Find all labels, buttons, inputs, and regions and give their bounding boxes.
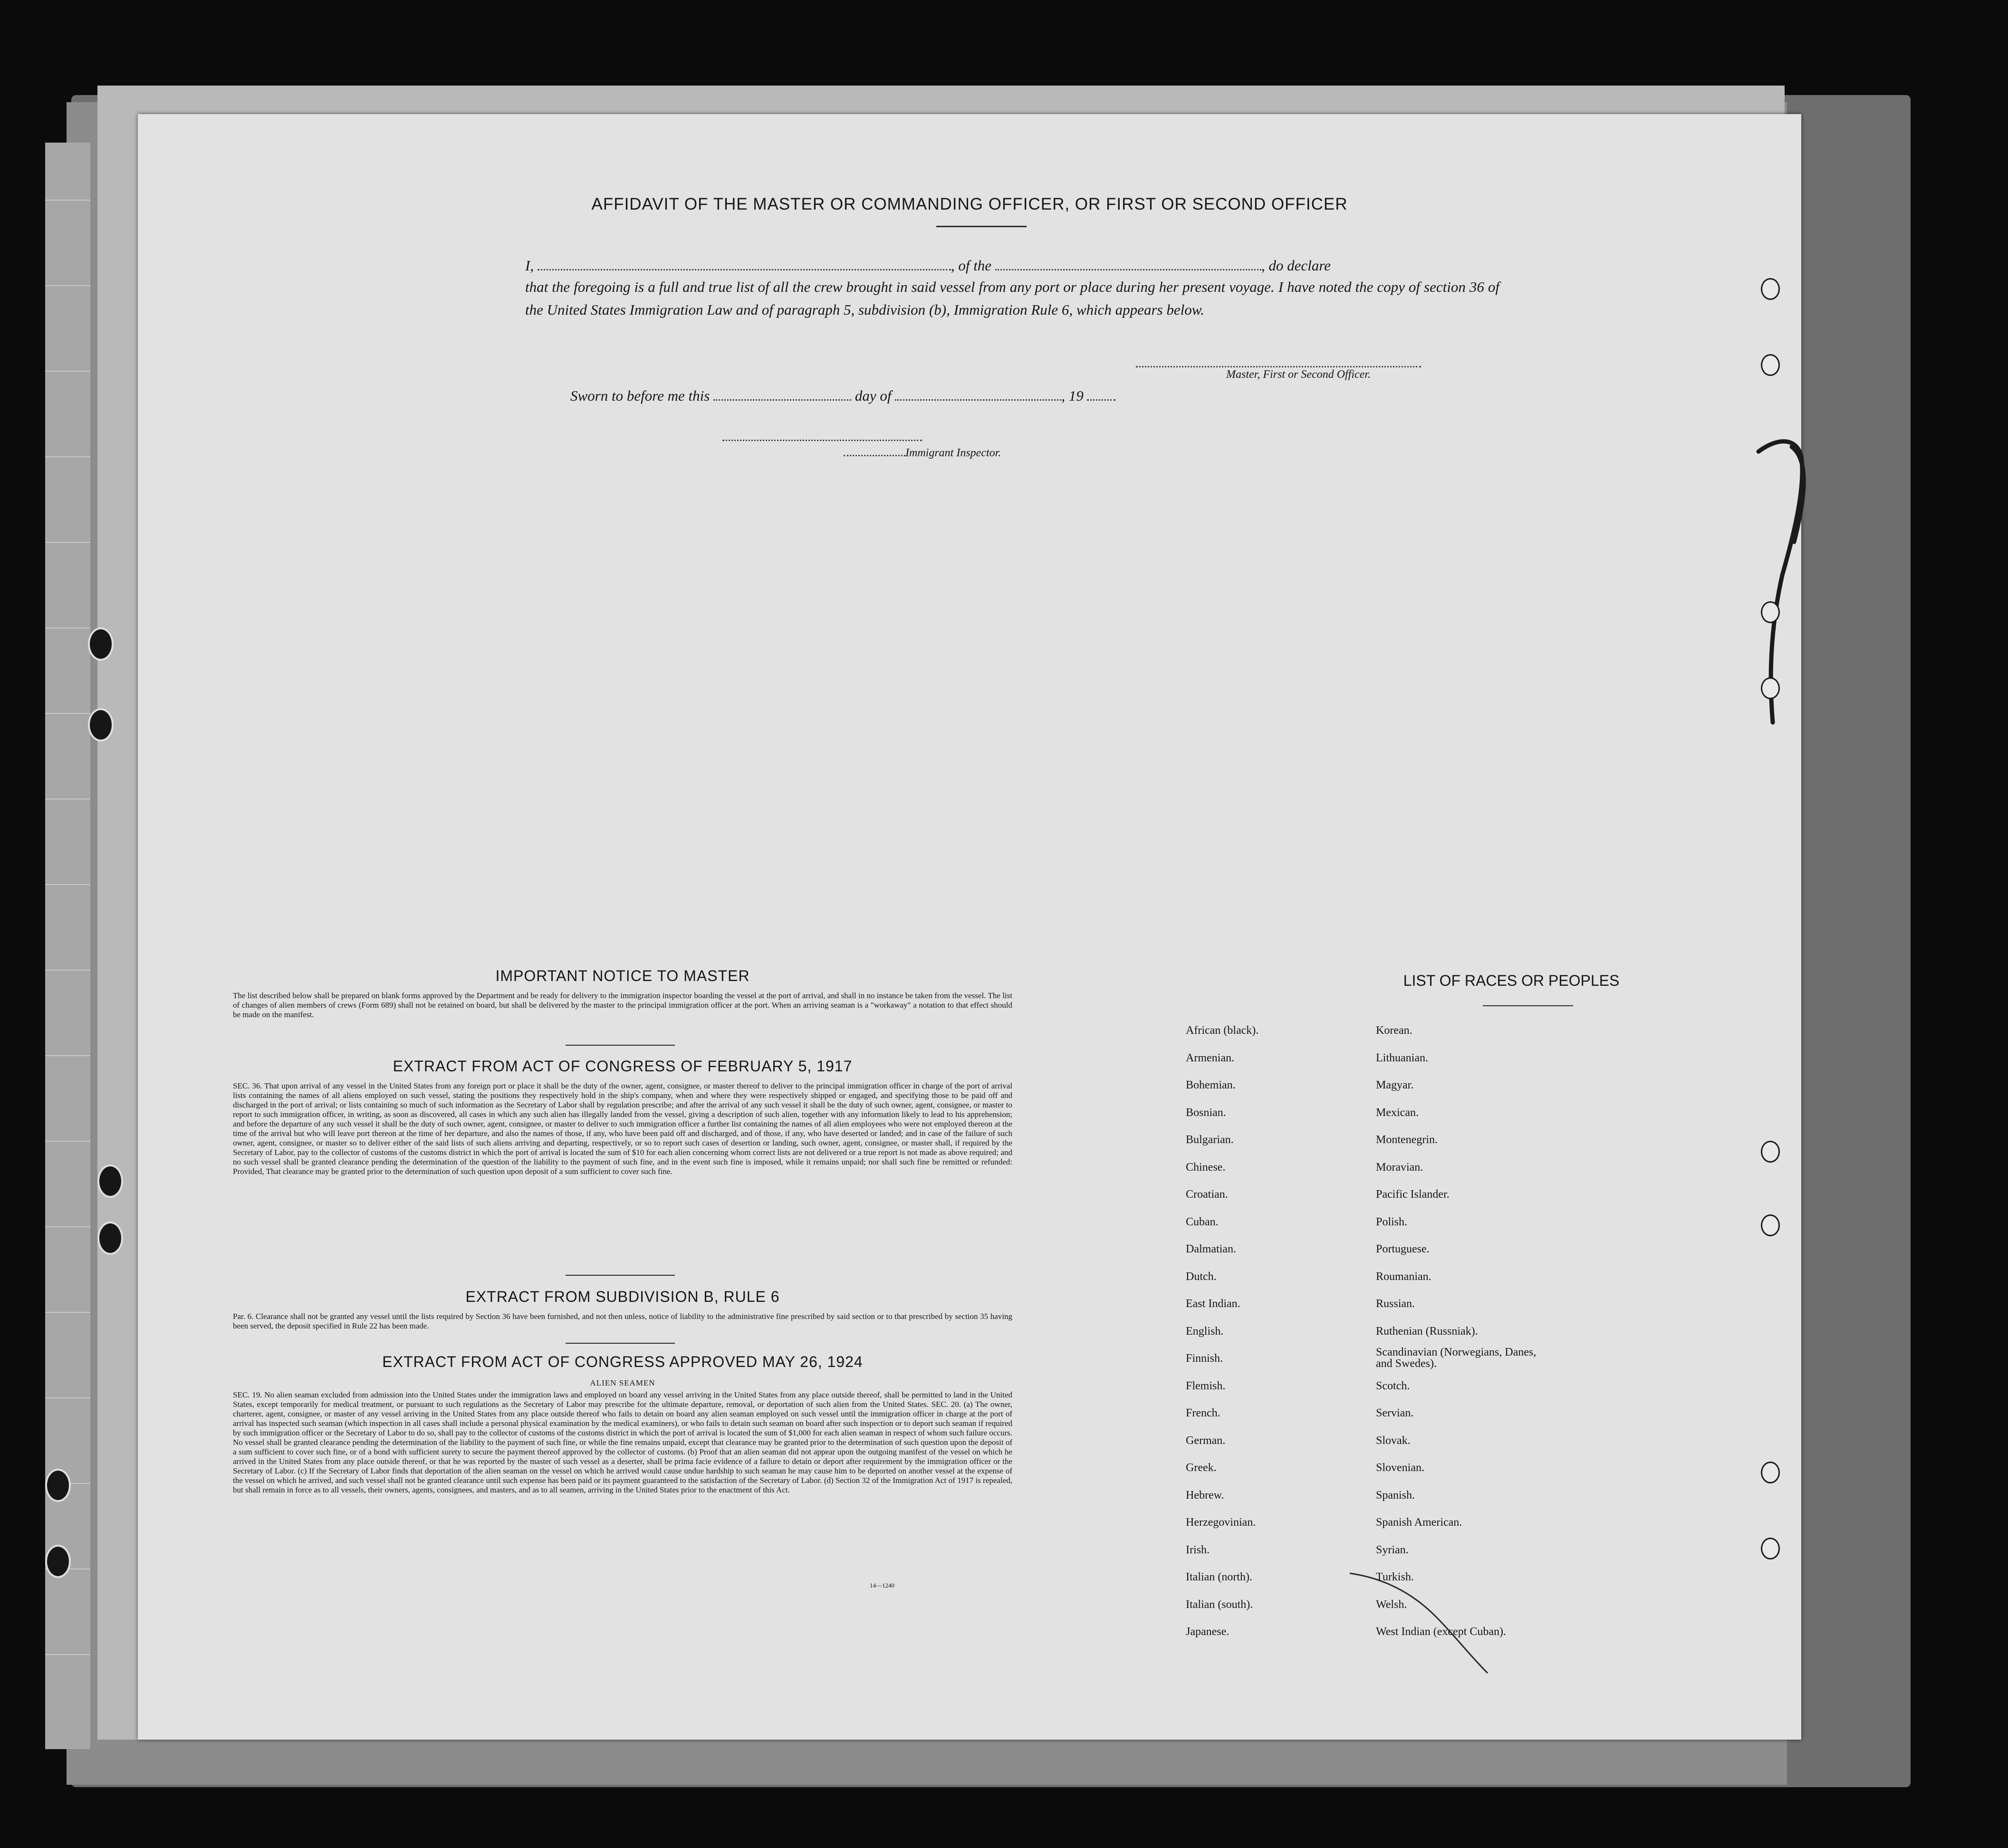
binder-hole bbox=[88, 708, 114, 741]
divider bbox=[1483, 1005, 1573, 1006]
race-item: Herzegovinian. bbox=[1186, 1516, 1256, 1529]
race-item: Roumanian. bbox=[1376, 1270, 1432, 1283]
inspector-signature-line[interactable] bbox=[722, 440, 922, 441]
extract-rule6-body: Par. 6. Clearance shall not be granted any vessel until the lists required by Section 36 have been furnished, and not then unless, notice of liability to the administrative fine prescribed by said section or to that prescribed by section 35 having been served, the deposit specified in Rule 22 has been made. bbox=[233, 1312, 1012, 1330]
race-item: Japanese. bbox=[1186, 1626, 1230, 1638]
race-item: Flemish. bbox=[1186, 1379, 1226, 1392]
race-item: Hebrew. bbox=[1186, 1489, 1224, 1502]
declaration-line bbox=[525, 254, 1499, 277]
race-item: West Indian (except Cuban). bbox=[1376, 1626, 1506, 1638]
punch-hole bbox=[1761, 1462, 1780, 1483]
divider bbox=[566, 1343, 675, 1344]
race-item: Chinese. bbox=[1186, 1161, 1226, 1174]
declaration-text: I, bbox=[525, 257, 534, 274]
race-item: Montenegrin. bbox=[1376, 1134, 1438, 1146]
punch-hole bbox=[1761, 1214, 1780, 1236]
race-item: Bulgarian. bbox=[1186, 1134, 1234, 1146]
form-number: 14—1240 bbox=[870, 1582, 894, 1589]
race-item: Finnish. bbox=[1186, 1352, 1223, 1365]
race-item: Bosnian. bbox=[1186, 1106, 1226, 1119]
race-item: Russian. bbox=[1376, 1298, 1415, 1310]
name-field[interactable] bbox=[538, 260, 951, 270]
race-item: Irish. bbox=[1186, 1543, 1210, 1556]
punch-hole bbox=[1761, 1141, 1780, 1163]
pencil-mark bbox=[1744, 418, 1820, 751]
race-item: Magyar. bbox=[1376, 1079, 1414, 1091]
punch-hole bbox=[1761, 354, 1780, 376]
divider bbox=[566, 1045, 675, 1046]
extract-1924-subtitle: ALIEN SEAMEN bbox=[590, 1378, 655, 1387]
declaration-text: , do declare bbox=[1261, 257, 1331, 274]
race-item: East Indian. bbox=[1186, 1298, 1240, 1310]
pencil-mark bbox=[1345, 1564, 1497, 1678]
inspector-label bbox=[844, 447, 1001, 460]
race-item: Lithuanian. bbox=[1376, 1051, 1428, 1064]
race-item: Greek. bbox=[1186, 1462, 1217, 1474]
form-page bbox=[138, 114, 1801, 1740]
year-field[interactable] bbox=[1087, 390, 1115, 401]
race-item: French. bbox=[1186, 1407, 1220, 1419]
race-item: Turkish. bbox=[1376, 1571, 1414, 1583]
race-item: Mexican. bbox=[1376, 1106, 1419, 1119]
punch-hole bbox=[1761, 677, 1780, 699]
race-item: Bohemian. bbox=[1186, 1079, 1236, 1091]
extract-1924-title: EXTRACT FROM ACT OF CONGRESS APPROVED MAY 26, 1924 bbox=[382, 1353, 863, 1370]
race-item: Cuban. bbox=[1186, 1215, 1219, 1228]
race-item: Syrian. bbox=[1376, 1543, 1409, 1556]
race-item: German. bbox=[1186, 1434, 1226, 1447]
extract-rule6-title: EXTRACT FROM SUBDIVISION B, RULE 6 bbox=[465, 1288, 780, 1305]
notice-body: The list described below shall be prepared on blank forms approved by the Department and be ready for delivery to the immigration inspector boarding the vessel at the port of arrival, and shall in no instance be taken from the vessel. The list of changes of alien members of crews (Form 689) shall not be retained on board, but shall be delivered by the master to the principal immigration officer at the port. When an arriving seaman is a "workaway" a notation to that effect should be made on the manifest. bbox=[233, 991, 1012, 1019]
punch-hole bbox=[1761, 601, 1780, 623]
race-item: Spanish. bbox=[1376, 1489, 1415, 1502]
race-item: Moravian. bbox=[1376, 1161, 1423, 1174]
race-item: Croatian. bbox=[1186, 1188, 1228, 1201]
inspector-label-text: Immigrant Inspector. bbox=[905, 447, 1001, 459]
binder-hole bbox=[97, 1165, 123, 1198]
race-item: Scandinavian (Norwegians, Danes, and Swedes). bbox=[1376, 1346, 1537, 1370]
race-item: English. bbox=[1186, 1325, 1224, 1338]
race-item: Pacific Islander. bbox=[1376, 1188, 1450, 1201]
race-item: Armenian. bbox=[1186, 1051, 1234, 1064]
day-field[interactable] bbox=[713, 390, 851, 401]
extract-1917-title: EXTRACT FROM ACT OF CONGRESS OF FEBRUARY 5, 1917 bbox=[393, 1058, 853, 1075]
signature-label: Master, First or Second Officer. bbox=[1226, 368, 1371, 381]
sworn-line bbox=[570, 387, 1115, 404]
race-item: Italian (south). bbox=[1186, 1598, 1253, 1611]
extract-1917-body: SEC. 36. That upon arrival of any vessel in the United States from any foreign port or place it shall be the duty of the owner, agent, consignee, or master thereof to deliver to the principal immigration officer in charge of the port of arrival lists containing the names of all aliens employed on such vessel, stating the positions they respectively hold in the ship's company, when and where they were respectively shipped or engaged, and specifying those to be paid off and discharged in the port of arrival; or lists containing so much of such information as the Secretary of Labor shall by regulation prescribe; and after the arrival of any such vessel it shall be the duty of such owner, agent, consignee, or master to report to such immigration officer, in writing, as soon as discovered, all cases in which any such alien has illegally landed from the vessel, giving a description of such alien, together with any information likely to lead to his apprehension; and before the departure of any such vessel it shall be the duty of such owner, agent, consignee, or master to deliver to such immigration officer a further list containing the names of all alien employees who were not employed thereon at the time of the arrival but who will leave port thereon at the time of her departure, and also the names of those, if any, who have been paid off and discharged, and of those, if any, who have deserted or landed; and in case of the failure of such owner, agent, consignee, or master so to deliver either of the said lists of such aliens arriving and departing, respectively, or so to report such cases of desertion or landing, such owner, agent, consignee, or master shall, if required by the Secretary of Labor, pay to the collector of customs of the customs district in which the port of arrival is located the sum of $10 for each alien concerning whom correct lists are not delivered or a true report is not made as above required; and no such vessel shall be granted clearance pending the determination of the question of the liability to the payment of such fine, and in the event such fine is imposed, while it remains unpaid; nor shall such fine be remitted or refunded: Provided, That clearance may be granted prior to the determination of such question upon deposit of a sum sufficient to cover such fine. bbox=[233, 1081, 1012, 1176]
binder-hole bbox=[45, 1469, 71, 1502]
divider bbox=[566, 1275, 675, 1276]
sworn-text: , 19 bbox=[1061, 387, 1084, 404]
race-item: Polish. bbox=[1376, 1215, 1408, 1228]
signature-line[interactable] bbox=[1136, 366, 1421, 367]
vessel-field[interactable] bbox=[995, 260, 1261, 270]
race-item: African (black). bbox=[1186, 1024, 1259, 1037]
month-field[interactable] bbox=[895, 390, 1061, 401]
race-item: Slovak. bbox=[1376, 1434, 1411, 1447]
sworn-text: Sworn to before me this bbox=[570, 387, 710, 404]
race-item: Portuguese. bbox=[1376, 1243, 1430, 1255]
binder-hole bbox=[97, 1222, 123, 1255]
declaration-body: that the foregoing is a full and true list of all the crew brought in said vessel from any port or place during her present voyage. I have noted the copy of section 36 of the United States Immigration Law and of paragraph 5, subdivision (b), Immigration Rule 6, which appears below. bbox=[525, 279, 1499, 318]
sworn-text: day of bbox=[855, 387, 892, 404]
race-item: Italian (north). bbox=[1186, 1571, 1252, 1583]
race-item: Ruthenian (Russniak). bbox=[1376, 1325, 1478, 1338]
punch-hole bbox=[1761, 278, 1780, 300]
affidavit-title: AFFIDAVIT OF THE MASTER OR COMMANDING OFFICER, OR FIRST OR SECOND OFFICER bbox=[591, 195, 1348, 213]
binder-hole bbox=[45, 1545, 71, 1578]
race-item: Slovenian. bbox=[1376, 1462, 1424, 1474]
notice-title: IMPORTANT NOTICE TO MASTER bbox=[495, 967, 750, 984]
races-title: LIST OF RACES OR PEOPLES bbox=[1403, 972, 1620, 989]
race-item: Dutch. bbox=[1186, 1270, 1217, 1283]
race-item: Scotch. bbox=[1376, 1379, 1410, 1392]
race-item: Korean. bbox=[1376, 1024, 1412, 1037]
punch-hole bbox=[1761, 1538, 1780, 1559]
race-item: Servian. bbox=[1376, 1407, 1414, 1419]
binder-strip bbox=[45, 143, 90, 1749]
declaration-text: , of the bbox=[951, 257, 992, 274]
binder-hole bbox=[88, 627, 114, 661]
race-item: Dalmatian. bbox=[1186, 1243, 1236, 1255]
race-item: Spanish American. bbox=[1376, 1516, 1462, 1529]
divider bbox=[936, 226, 1027, 227]
extract-1924-body: SEC. 19. No alien seaman excluded from admission into the United States under the immigration laws and employed on board any vessel arriving in the United States from any place outside thereof, shall be permitted to land in the United States, except temporarily for medical treatment, or pursuant to such regulations as the Secretary of Labor may prescribe for the ultimate departure, removal, or deportation of such alien from the United States. SEC. 20. (a) The owner, charterer, agent, consignee, or master of any vessel arriving in the United States from any place outside thereof who fails to detain on board any alien seaman employed on such vessel until the immigration officer in charge at the port of arrival has inspected such seaman (which inspection in all cases shall include a personal physical examination by the medical examiners), or who fails to detain such seaman on board after such inspection or to deport such seaman if required by such immigration officer or the Secretary of Labor to do so, shall pay to the collector of customs of the customs district in which the port of arrival is located the sum of $1,000 for each alien seaman in respect of whom such failure occurs. No vessel shall be granted clearance pending the determination of the liability to the payment of such fine, or while the fine remains unpaid, except that clearance may be granted prior to the determination of such question upon the deposit of a sum sufficient to cover such fine, or of a bond with sufficient surety to secure the payment thereof approved by the collector of customs. (b) Proof that an alien seaman did not appear upon the outgoing manifest of the vessel on which he arrived in the United States from any place outside thereof, or that he was reported by the master of such vessel as a deserter, shall be prima facie evidence of a failure to detain or deport after requirement by the immigration officer or the Secretary of Labor. (c) If the Secretary of Labor finds that deportation of the alien seaman on the vessel on which he arrived would cause undue hardship to such seaman he may cause him to be deported on another vessel at the expense of the vessel on which he arrived, and such vessel shall not be granted clearance until such expense has been paid or its payment guaranteed to the satisfaction of the Secretary of Labor. (d) Section 32 of the Immigration Act of 1917 is repealed, but shall remain in force as to all vessels, their owners, agents, consignees, and masters, and as to all seamen, arriving in the United States prior to the enactment of this Act. bbox=[233, 1390, 1012, 1494]
race-item: Welsh. bbox=[1376, 1598, 1407, 1611]
